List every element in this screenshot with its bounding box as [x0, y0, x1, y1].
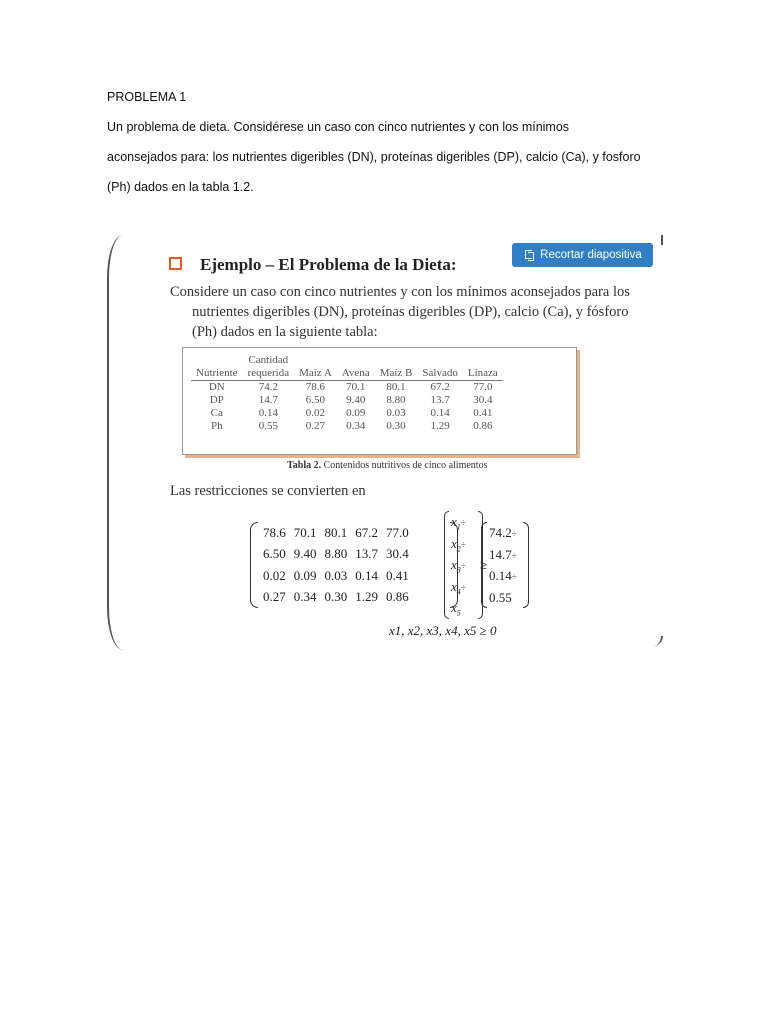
nutrient-table	[191, 354, 503, 433]
table-cell: 13.7	[430, 394, 450, 406]
division-mark: ÷	[511, 529, 517, 539]
variable-list	[449, 511, 479, 619]
matrix-cell: 8.80	[324, 546, 348, 562]
table-header-bottom: requerida	[247, 367, 290, 379]
table-cell: 0.09	[346, 407, 366, 419]
matrix-cell: 0.02	[263, 567, 286, 583]
crop-slide-label: Recortar diapositiva	[540, 249, 642, 261]
rhs-entry	[485, 587, 527, 609]
table-header-cell: Linaza	[467, 367, 498, 379]
problem-title: PROBLEMA 1	[107, 90, 187, 104]
division-mark: ÷	[511, 572, 517, 582]
table-header-cell	[243, 354, 295, 381]
table-cell: 30.4	[473, 394, 493, 406]
matrix-cell: 0.86	[386, 589, 409, 605]
vector-left-paren	[444, 511, 449, 619]
table-cell: 0.34	[346, 420, 366, 432]
slide-body-line-3: (Ph) dados en la siguiente tabla:	[192, 324, 378, 340]
matrix-cell: 1.29	[355, 589, 378, 605]
table-cell: 0.14	[430, 407, 450, 419]
paragraph-line-1: Un problema de dieta. Considérese un caso con cinco nutrientes y con los mínimos	[107, 120, 570, 134]
rhs-entry	[485, 565, 527, 587]
table-body	[191, 381, 503, 434]
table-cell: 1.29	[430, 420, 450, 432]
matrix-row	[259, 522, 413, 544]
matrix-cell: 0.30	[324, 589, 348, 605]
paragraph-line-2: aconsejados para: los nutrientes digeribles (DN), proteínas digeribles (DP), calcio (Ca), y fosforo	[107, 150, 641, 164]
table-cell: 0.41	[473, 407, 493, 419]
variable-subscript: 5	[456, 608, 461, 618]
restrictions-text: Las restricciones se convierten en	[170, 483, 366, 499]
table-cell: 67.2	[430, 381, 450, 393]
variable-subscript: 1	[456, 522, 461, 532]
table-cell: 77.0	[473, 381, 493, 393]
paragraph-line-3: (Ph) dados en la tabla 1.2.	[107, 180, 254, 194]
rhs-right-paren	[523, 522, 529, 608]
coefficient-table	[259, 522, 413, 608]
crop-slide-icon	[523, 249, 535, 261]
matrix-cell: 0.41	[386, 567, 409, 583]
rhs-value: 0.55	[489, 589, 512, 605]
table-header-row	[191, 354, 503, 381]
rhs-value: 74.2	[489, 525, 512, 540]
table-cell: 6.50	[305, 394, 326, 406]
table-cell: 70.1	[346, 381, 366, 393]
variable-symbol: x	[451, 600, 457, 616]
variable-symbol: x	[451, 535, 457, 551]
table-cell: 9.40	[346, 394, 366, 406]
inequality-sign: ≥	[480, 557, 488, 572]
coefficient-matrix	[259, 522, 449, 608]
nutrient-name-cell: DP	[209, 394, 224, 406]
division-mark: ÷	[460, 539, 466, 550]
matrix-left-paren	[250, 522, 258, 608]
variable-entry	[449, 554, 479, 576]
variable-entry	[449, 533, 479, 555]
rhs-entry	[485, 544, 527, 566]
division-mark: ÷	[511, 550, 517, 561]
table-cell: 0.14	[258, 407, 278, 419]
table-caption	[287, 460, 487, 471]
nutrient-name-cell: Ca	[210, 407, 223, 419]
variable-subscript: 3	[456, 565, 461, 575]
table-caption-text: Contenidos nutritivos de cinco alimentos	[323, 460, 488, 471]
nutrient-table-container	[182, 347, 577, 455]
table-header-cell: Salvado	[422, 367, 458, 379]
matrix-cell: 13.7	[355, 546, 378, 562]
slide-body-line-1: Considere un caso con cinco nutrientes y con los mínimos aconsejados para los	[170, 284, 630, 300]
table-header-cell: Avena	[341, 367, 370, 379]
matrix-cell: 80.1	[324, 524, 348, 540]
matrix-cell: 67.2	[355, 524, 378, 540]
variable-vector	[449, 511, 479, 619]
slide-heading: Ejemplo – El Problema de la Dieta:	[200, 255, 457, 274]
nonnegativity-constraint: x1, x2, x3, x4, x5 ≥ 0	[389, 623, 497, 638]
table-cell: 14.7	[258, 394, 278, 406]
rhs-left-paren	[481, 522, 487, 608]
matrix-cell: 0.27	[263, 589, 286, 605]
table-header-cell: Maíz A	[299, 367, 332, 379]
table-cell: 74.2	[258, 381, 278, 393]
matrix-row	[259, 587, 413, 609]
matrix-row	[259, 565, 413, 587]
table-cell: 0.02	[305, 407, 326, 419]
table-row	[191, 394, 503, 407]
variable-subscript: 4	[456, 587, 461, 597]
matrix-cell: 0.14	[355, 567, 378, 583]
rhs-value: 14.7	[489, 546, 512, 562]
table-cell: 8.80	[386, 394, 406, 406]
slide-body-line-2: nutrientes digeribles (DN), proteínas digeribles (DP), calcio (Ca), y fósforo	[192, 304, 629, 320]
division-mark: ÷	[460, 582, 466, 593]
slide-body	[170, 282, 630, 342]
table-cell: 80.1	[386, 381, 406, 393]
matrix-cell: 70.1	[293, 524, 317, 540]
matrix-row	[259, 544, 413, 566]
bullet-square-icon	[169, 257, 182, 270]
rhs-value: 0.14	[489, 568, 512, 583]
variable-entry	[449, 511, 479, 533]
matrix-cell: 0.34	[293, 589, 317, 605]
table-header-top: Cantidad	[248, 354, 289, 366]
rhs-list	[485, 522, 527, 608]
variable-symbol: x	[451, 557, 457, 573]
variable-symbol: x	[451, 578, 457, 594]
matrix-cell: 0.09	[293, 567, 317, 583]
table-header-cell: Nutriente	[196, 367, 238, 379]
matrix-cell: 9.40	[293, 546, 317, 562]
matrix-cell: 77.0	[386, 524, 409, 540]
crop-slide-button[interactable]	[512, 243, 653, 267]
slide-top-right-border	[657, 235, 663, 245]
table-row	[191, 407, 503, 420]
variable-entry	[449, 597, 479, 619]
rhs-entry	[485, 522, 527, 544]
matrix-cell: 6.50	[263, 546, 286, 562]
slide-bottom-right-border	[651, 636, 663, 646]
rhs-vector	[485, 522, 527, 608]
division-mark: ÷	[460, 561, 466, 572]
table-header-cell: Maíz B	[379, 367, 413, 379]
division-mark: ÷	[460, 518, 466, 528]
slide-left-border	[107, 235, 123, 650]
variable-subscript: 2	[456, 544, 461, 554]
matrix-cell: 78.6	[263, 524, 286, 540]
table-cell: 0.55	[258, 420, 278, 432]
variable-entry	[449, 576, 479, 598]
table-cell: 78.6	[305, 381, 326, 393]
table-caption-label: Tabla 2.	[287, 460, 322, 471]
table-cell: 0.86	[473, 420, 493, 432]
matrix-cell: 0.03	[324, 567, 348, 583]
variable-symbol: x	[451, 514, 457, 529]
embedded-slide-image	[107, 235, 669, 650]
nutrient-name-cell: Ph	[210, 420, 223, 432]
matrix-cell: 30.4	[386, 546, 409, 562]
table-cell: 0.30	[386, 420, 406, 432]
table-cell: 0.27	[305, 420, 326, 432]
table-row	[191, 420, 503, 433]
table-cell: 0.03	[386, 407, 406, 419]
table-row	[191, 381, 503, 395]
nutrient-name-cell: DN	[208, 381, 225, 393]
